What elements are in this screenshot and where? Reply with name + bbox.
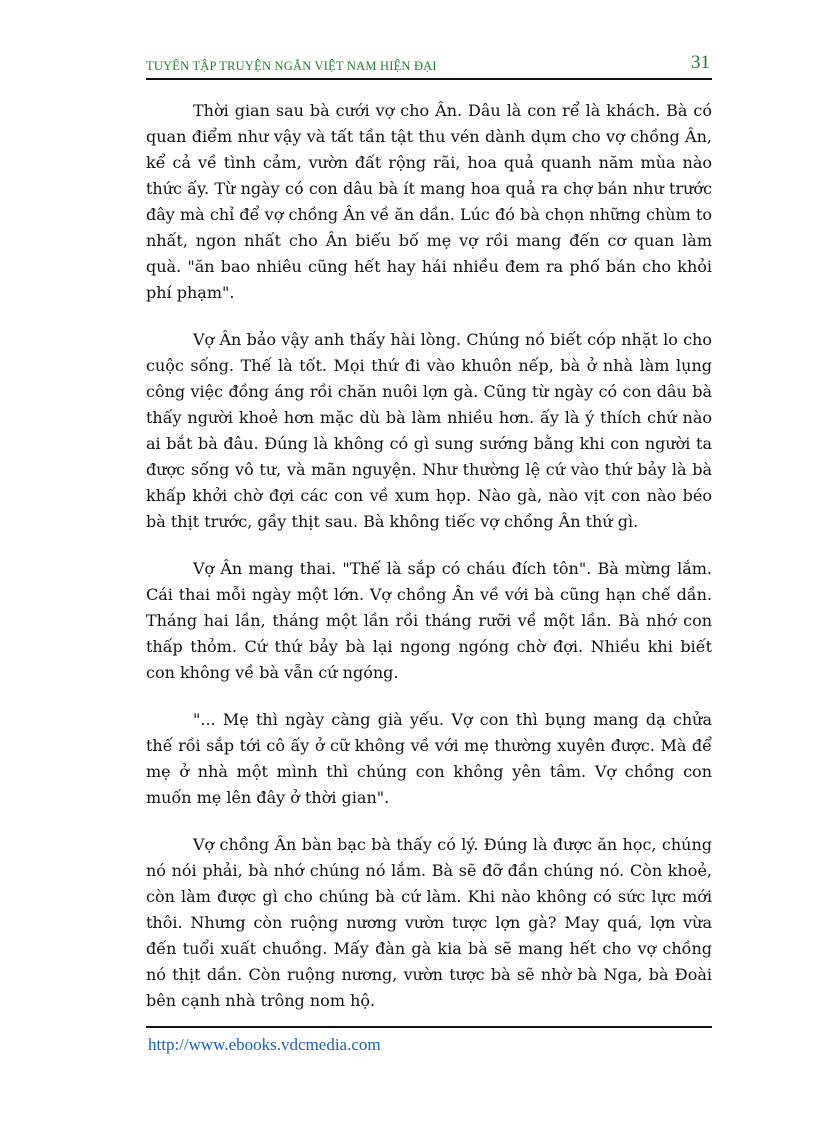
paragraph-3: Vợ Ân mang thai. "Thế là sắp có cháu đích tôn". Bà mừng lắm. Cái thai mỗi ngày một lớn. Vợ chồng Ân về với bà cũng hạn chế dần. Tháng hai lần, tháng một lần rồi tháng rưỡi về một lần. Bà nhớ con thấp thỏm. Cứ thứ bảy bà lại ngong ngóng chờ đợi. Nhiều khi biết con không về bà vẫn cứ ngóng.	[146, 559, 712, 682]
paragraph-2: Vợ Ân bảo vậy anh thấy hài lòng. Chúng nó biết cóp nhặt lo cho cuộc sống. Thế là tốt. Mọi thứ đi vào khuôn nếp, bà ở nhà làm lụng công việc đồng áng rồi chăn nuôi lợn gà. Cũng từ ngày có con dâu bà thấy người khoẻ hơn mặc dù bà làm nhiều hơn. ấy là ý thích chứ nào ai bắt bà đâu. Đúng là không có gì sung sướng bằng khi con người ta được sống vô tư, và mãn nguyện. Như thường lệ cứ vào thứ bảy là bà khấp khởi chờ đợi các con về xum họp. Nào gà, nào vịt con nào béo bà thịt trước, gầy thịt sau. Bà không tiếc vợ chồng Ân thứ gì.	[146, 330, 712, 531]
footer-divider	[146, 1026, 712, 1028]
story-text	[146, 98, 712, 1035]
paragraph-4: "... Mẹ thì ngày càng già yếu. Vợ con thì bụng mang dạ chửa thế rồi sắp tới cô ấy ở cữ không về với mẹ thường xuyên được. Mà để mẹ ở nhà một mình thì chúng con không yên tâm. Vợ chồng con muốn mẹ lên đây ở thời gian".	[146, 710, 712, 807]
paragraph-1: Thời gian sau bà cưới vợ cho Ân. Dâu là con rể là khách. Bà có quan điểm như vậy và tất tần tật thu vén dành dụm cho vợ chồng Ân, kể cả về tình cảm, vườn đất rộng rãi, hoa quả quanh năm mùa nào thức ấy. Từ ngày có con dâu bà ít mang hoa quả ra chợ bán như trước đây mà chỉ để vợ chồng Ân về ăn dần. Lúc đó bà chọn những chùm to nhất, ngon nhất cho Ân biếu bố mẹ vợ rồi mang đến cơ quan làm quà. "ăn bao nhiêu cũng hết hay hái nhiều đem ra phố bán cho khỏi phí phạm".	[146, 101, 712, 302]
page-number: 31	[691, 52, 710, 73]
page-header	[146, 52, 712, 80]
book-title: TUYỂN TẬP TRUYỆN NGẮN VIỆT NAM HIỆN ĐẠI	[146, 59, 437, 73]
paragraph-5: Vợ chồng Ân bàn bạc bà thấy có lý. Đúng là được ăn học, chúng nó nói phải, bà nhớ chúng nó lắm. Bà sẽ đỡ đần chúng nó. Còn khoẻ, còn làm được gì cho chúng bà cứ làm. Khi nào không có sức lực mới thôi. Nhưng còn ruộng nương vườn tược lợn gà? May quá, lợn vừa đến tuổi xuất chuồng. Mấy đàn gà kia bà sẽ mang hết cho vợ chồng nó thịt dần. Còn ruộng nương, vườn tược bà sẽ nhờ bà Nga, bà Đoài bên cạnh nhà trông nom hộ.	[146, 835, 712, 1010]
footer-link[interactable]: http://www.ebooks.vdcmedia.com	[148, 1035, 381, 1054]
